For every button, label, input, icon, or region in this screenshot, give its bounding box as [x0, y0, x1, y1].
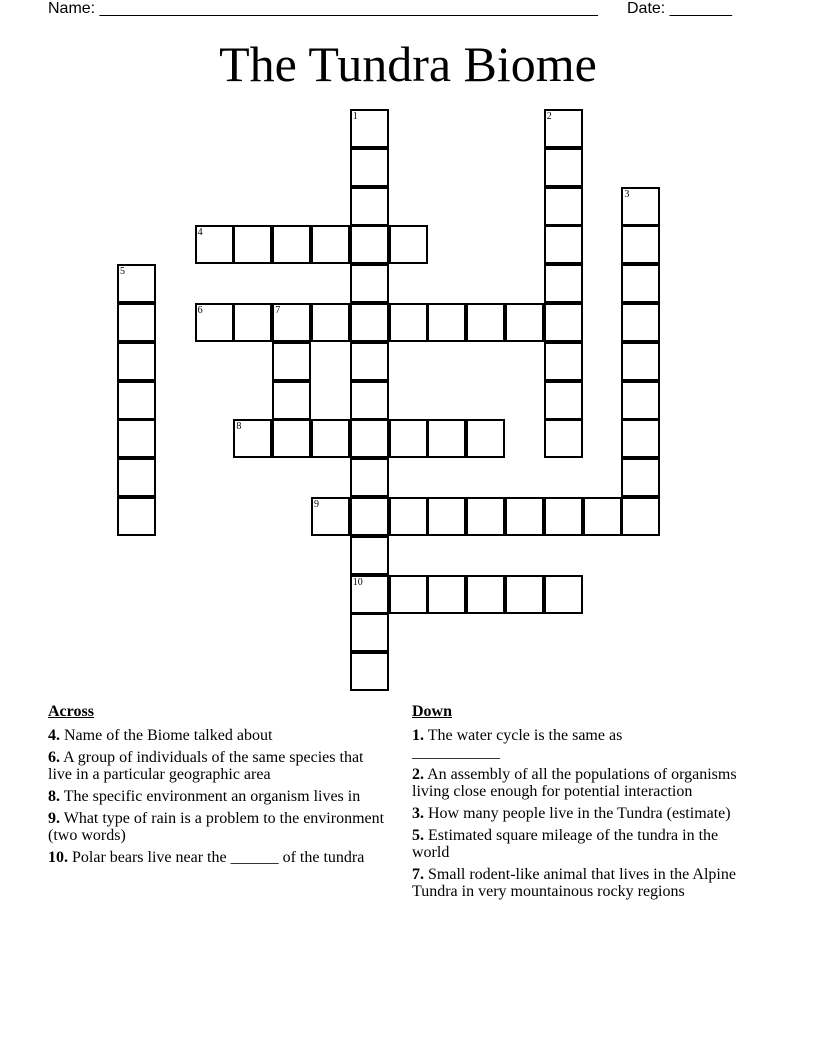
crossword-cell[interactable] [311, 497, 350, 536]
down-clue [412, 866, 752, 900]
crossword-cell[interactable] [544, 419, 583, 458]
down-clues [412, 702, 752, 905]
cell-number: 9 [314, 499, 319, 510]
down-heading: Down [412, 703, 453, 720]
crossword-cell[interactable] [466, 497, 505, 536]
crossword-cell[interactable] [350, 187, 389, 226]
crossword-cell[interactable] [195, 303, 234, 342]
clue-number: 10. [48, 849, 68, 866]
crossword-cell[interactable] [117, 342, 156, 381]
crossword-cell[interactable] [466, 419, 505, 458]
crossword-cell[interactable] [505, 303, 544, 342]
page-title: The Tundra Biome [219, 36, 597, 92]
crossword-cell[interactable] [117, 303, 156, 342]
clue-text: Polar bears live near the ______ of the tundra [68, 849, 365, 866]
crossword-cell[interactable] [389, 303, 428, 342]
crossword-cell[interactable] [195, 225, 234, 264]
cell-number: 7 [275, 305, 281, 316]
crossword-cell[interactable] [350, 303, 389, 342]
down-clue [412, 727, 752, 761]
crossword-cell[interactable] [350, 575, 389, 614]
crossword-cell[interactable] [117, 419, 156, 458]
crossword-cell[interactable] [389, 225, 428, 264]
crossword-cell[interactable] [311, 225, 350, 264]
crossword-cell[interactable] [544, 381, 583, 420]
clue-number: 4. [48, 727, 60, 744]
crossword-cell[interactable] [350, 497, 389, 536]
cell-number: 6 [197, 305, 203, 316]
clue-text: How many people live in the Tundra (estimate) [424, 805, 731, 822]
crossword-cell[interactable] [621, 381, 660, 420]
crossword-cell[interactable] [117, 264, 156, 303]
clue-number: 1. [412, 727, 424, 744]
crossword-cell[interactable] [350, 652, 389, 691]
crossword-cell[interactable] [350, 419, 389, 458]
crossword-cell[interactable] [544, 187, 583, 226]
crossword-cell[interactable] [505, 497, 544, 536]
crossword-cell[interactable] [621, 187, 660, 226]
clue-blank: ___________ [412, 744, 500, 761]
across-clues [48, 702, 388, 871]
crossword-cell[interactable] [544, 497, 583, 536]
crossword-cell[interactable] [117, 458, 156, 497]
crossword-cell[interactable] [427, 303, 466, 342]
crossword-cell[interactable] [583, 497, 622, 536]
clue-text: Estimated square mileage of the tundra in the world [412, 827, 719, 861]
across-clue [48, 749, 388, 783]
clue-number: 9. [48, 810, 60, 827]
crossword-cell[interactable] [117, 381, 156, 420]
crossword-cell[interactable] [621, 419, 660, 458]
crossword-cell[interactable] [350, 148, 389, 187]
crossword-cell[interactable] [117, 497, 156, 536]
crossword-cell[interactable] [272, 419, 311, 458]
crossword-cell[interactable] [544, 148, 583, 187]
crossword-cell[interactable] [311, 303, 350, 342]
across-clue [48, 810, 388, 844]
clue-text: Small rodent-like animal that lives in the Alpine Tundra in very mountainous rocky regions [412, 866, 736, 900]
crossword-cell[interactable] [466, 575, 505, 614]
crossword-cell[interactable] [544, 342, 583, 381]
crossword-cell[interactable] [621, 303, 660, 342]
clue-text: An assembly of all the populations of organisms living close enough for potential interaction [412, 766, 737, 800]
crossword-cell[interactable] [544, 264, 583, 303]
crossword-cell[interactable] [272, 225, 311, 264]
clue-text: A group of individuals of the same species that live in a particular geographic area [48, 749, 364, 783]
date-field[interactable]: Date: _______ [627, 0, 732, 17]
crossword-cell[interactable] [544, 109, 583, 148]
clue-text: The specific environment an organism lives in [60, 788, 361, 805]
cell-number: 1 [352, 111, 358, 122]
crossword-cell[interactable] [505, 575, 544, 614]
cell-number: 8 [236, 421, 242, 433]
crossword-cell[interactable] [427, 575, 466, 614]
crossword-cell[interactable] [544, 575, 583, 614]
crossword-cell[interactable] [544, 303, 583, 342]
cell-number: 2 [546, 111, 552, 122]
clue-number: 8. [48, 788, 60, 805]
crossword-cell[interactable] [427, 419, 466, 458]
down-clue [412, 805, 752, 822]
clue-text: The water cycle is the same as [424, 727, 623, 744]
crossword-cell[interactable] [544, 225, 583, 264]
crossword-cell[interactable] [350, 109, 389, 148]
across-clue [48, 727, 388, 744]
crossword-cell[interactable] [311, 419, 350, 458]
crossword-cell[interactable] [233, 419, 272, 458]
across-heading: Across [48, 703, 94, 720]
crossword-cell[interactable] [272, 342, 311, 381]
cell-number: 4 [197, 227, 203, 239]
crossword-cell[interactable] [621, 342, 660, 381]
crossword-cell[interactable] [389, 419, 428, 458]
crossword-cell[interactable] [350, 225, 389, 264]
down-clue [412, 827, 752, 861]
crossword-cell[interactable] [233, 303, 272, 342]
crossword-cell[interactable] [389, 575, 428, 614]
clue-text: Name of the Biome talked about [60, 727, 273, 744]
cell-number: 5 [120, 266, 125, 278]
crossword-cell[interactable] [621, 458, 660, 497]
across-clue [48, 788, 388, 805]
name-field[interactable]: Name: ________________________________________________________ [48, 0, 598, 17]
clue-number: 2. [412, 766, 424, 783]
crossword-cell[interactable] [350, 342, 389, 381]
clue-number: 5. [412, 827, 424, 844]
crossword-cell[interactable] [621, 497, 660, 536]
clue-number: 3. [412, 805, 424, 822]
clue-number: 6. [48, 749, 60, 766]
crossword-cell[interactable] [350, 613, 389, 652]
crossword-cell[interactable] [233, 225, 272, 264]
crossword-cell[interactable] [621, 264, 660, 303]
crossword-cell[interactable] [389, 497, 428, 536]
crossword-cell[interactable] [466, 303, 505, 342]
cell-number: 10 [352, 576, 363, 588]
clue-text: What type of rain is a problem to the environment (two words) [48, 810, 385, 844]
crossword-cell[interactable] [427, 497, 466, 536]
down-clue [412, 766, 752, 800]
clue-number: 7. [412, 866, 424, 883]
crossword-cell[interactable] [272, 303, 311, 342]
crossword-cell[interactable] [621, 225, 660, 264]
crossword-cell[interactable] [272, 381, 311, 420]
crossword-cell[interactable] [350, 458, 389, 497]
crossword-cell[interactable] [350, 536, 389, 575]
crossword-cell[interactable] [350, 264, 389, 303]
across-clue [48, 849, 388, 866]
crossword-cell[interactable] [350, 381, 389, 420]
cell-number: 3 [624, 188, 630, 200]
